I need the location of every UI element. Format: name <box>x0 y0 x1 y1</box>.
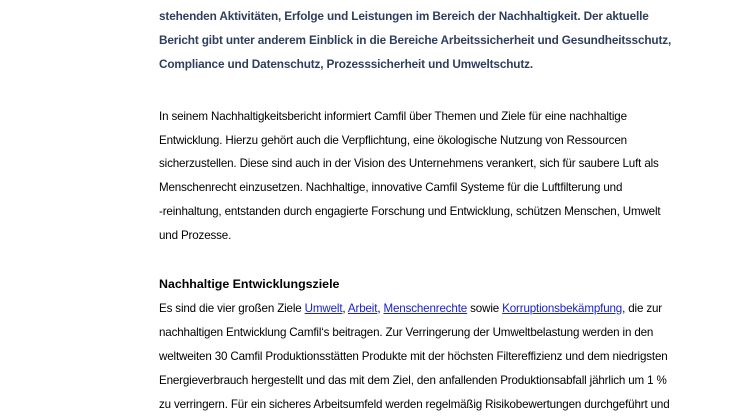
paragraph-line: und Prozesse. <box>159 229 232 242</box>
section-heading: Nachhaltige Entwicklungsziele <box>159 277 340 291</box>
intro-line: Compliance und Datenschutz, Prozesssicherheit und Umweltschutz. <box>159 57 534 71</box>
paragraph-line: Menschenrecht einzusetzen. Nachhaltige, innovative Camfil Systeme für die Luftfilterung und <box>159 181 623 194</box>
intro-line: stehenden Aktivitäten, Erfolge und Leistungen im Bereich der Nachhaltigkeit. Der aktuelle <box>159 9 649 23</box>
paragraph-line: sicherzustellen. Diese sind auch in der Vision des Unternehmens verankert, sich für saubere Luft als <box>159 157 659 170</box>
separator: , <box>342 302 348 315</box>
paragraph-line: Energieverbrauch hergestellt und das mit dem Ziel, den anfallenden Produktionsabfall jährlich um 1 % <box>159 374 667 387</box>
line-prefix: Es sind die vier großen Ziele <box>159 302 305 315</box>
paragraph-line: zu verringern. Für ein sicheres Arbeitsumfeld werden regelmäßig Risikobewertungen durchgeführt und <box>159 398 670 411</box>
separator: sowie <box>467 302 503 315</box>
link-korruptionsbekaempfung[interactable]: Korruptionsbekämpfung <box>502 302 623 315</box>
separator: , <box>377 302 384 315</box>
link-arbeit[interactable]: Arbeit <box>347 302 378 315</box>
intro-line: Bericht gibt unter anderem Einblick in die Bereiche Arbeitssicherheit und Gesundheitsschutz, <box>159 33 672 47</box>
paragraph-line-with-links <box>159 302 662 315</box>
link-umwelt[interactable]: Umwelt <box>304 302 343 315</box>
link-menschenrechte[interactable]: Menschenrechte <box>383 302 468 315</box>
paragraph-line: Entwicklung. Hierzu gehört auch die Verpflichtung, eine ökologische Nutzung von Ressourcen <box>159 134 627 147</box>
paragraph-line: nachhaltigen Entwicklung Camfil‘s beitragen. Zur Verringerung der Umweltbelastung werden in den <box>159 326 654 339</box>
paragraph-line: In seinem Nachhaltigkeitsbericht informiert Camfil über Themen und Ziele für eine nachhaltige <box>159 110 627 123</box>
paragraph-line: -reinhaltung, entstanden durch engagierte Forschung und Entwicklung, schützen Menschen, Umwelt <box>159 205 661 218</box>
paragraph-line: weltweiten 30 Camfil Produktionsstätten Produkte mit der höchsten Filtereffizienz und dem niedrigsten <box>159 350 668 363</box>
line-suffix: , die zur <box>622 302 662 315</box>
